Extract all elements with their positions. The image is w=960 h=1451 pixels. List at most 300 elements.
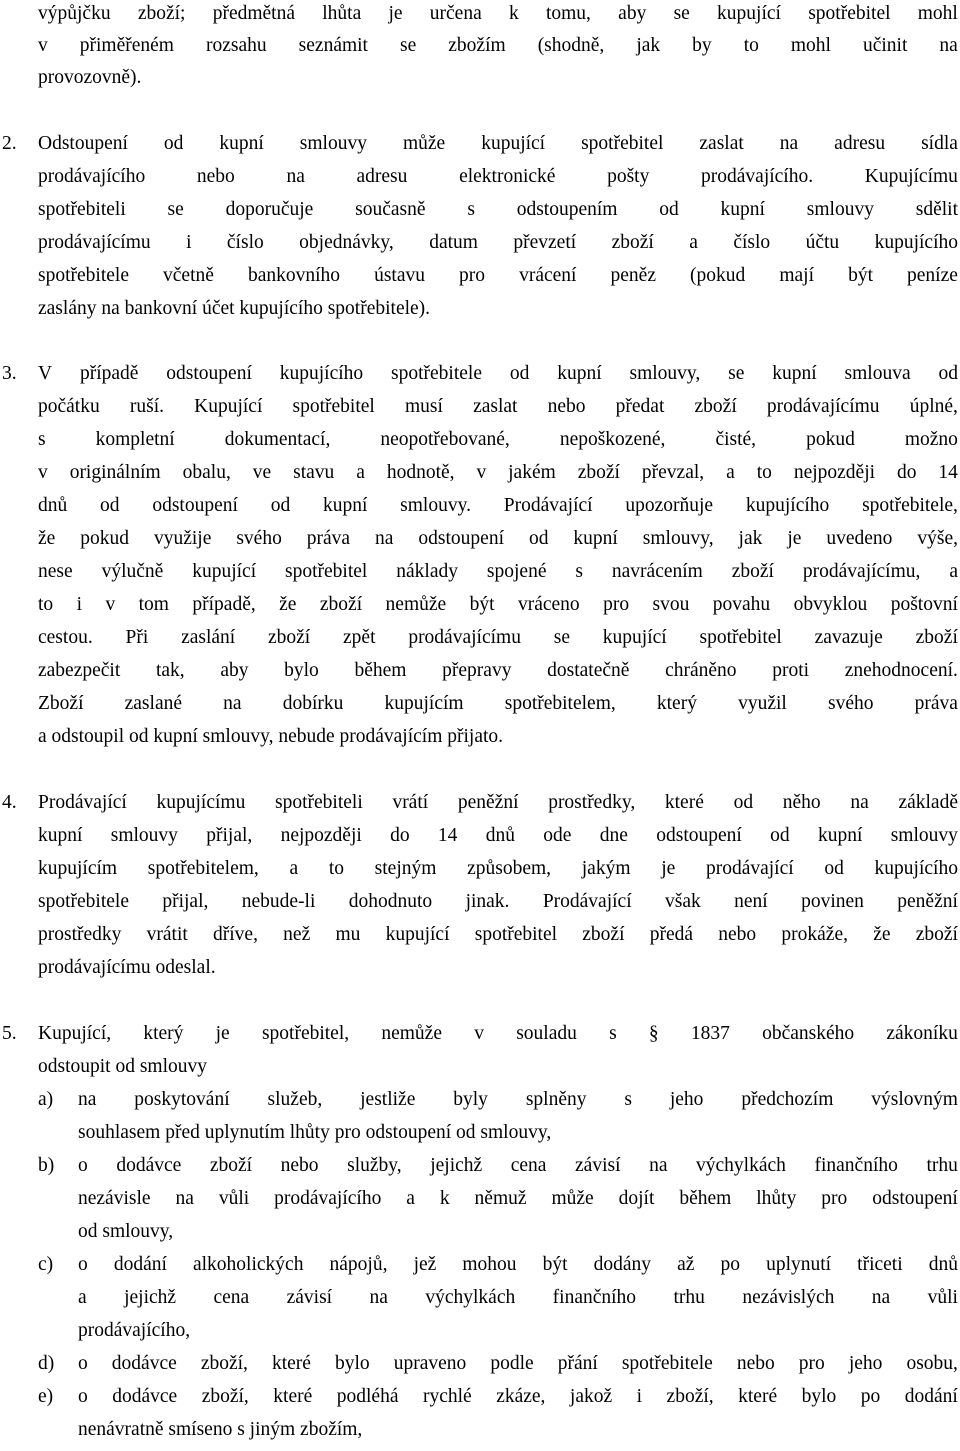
list-item-line — [78, 1353, 958, 1375]
word: využije — [153, 528, 212, 549]
word: zboží — [611, 232, 654, 253]
word: s — [575, 561, 583, 582]
word: od — [270, 495, 291, 516]
word: se — [728, 363, 745, 384]
word: a — [78, 1287, 87, 1308]
word: poskytování — [134, 1089, 230, 1110]
word: dohodnuto — [348, 891, 433, 912]
word: k — [508, 3, 519, 24]
word: zboží — [731, 561, 774, 582]
word: nemůže — [381, 1023, 442, 1044]
word: smlouvy — [890, 825, 958, 846]
word: nebude-li — [241, 891, 316, 912]
word: na — [223, 693, 242, 714]
intro-line — [38, 3, 958, 25]
word: doporučuje — [225, 199, 314, 220]
word: tak, — [155, 660, 185, 681]
word: Kupující — [194, 396, 263, 417]
word: lhůty — [756, 1188, 797, 1209]
word: lhůta — [322, 3, 362, 24]
word: během — [679, 1188, 732, 1209]
word: vůli — [218, 1188, 250, 1209]
word: obvyklou — [793, 594, 868, 615]
word: to — [743, 35, 759, 56]
word: případě — [79, 363, 139, 384]
word: dodávce — [111, 1353, 177, 1374]
word: od — [733, 792, 754, 813]
word: smlouvy, — [629, 363, 701, 384]
word: kupujícího — [279, 363, 364, 384]
word: pro — [821, 1188, 848, 1209]
word: vráceno — [517, 594, 580, 615]
word: zavazuje — [814, 627, 883, 648]
word: od — [770, 825, 790, 846]
word: rozsahu — [206, 35, 267, 56]
word: pošty — [607, 166, 650, 187]
word: zaslat — [473, 396, 518, 417]
word: poštovní — [890, 594, 958, 615]
word: bylo — [284, 660, 319, 681]
word: mu — [335, 924, 361, 945]
word: nápojů, — [329, 1254, 388, 1275]
word: (shodně, — [537, 35, 605, 56]
word: kupující — [602, 627, 667, 648]
word: který — [656, 693, 697, 714]
word: smlouvy — [299, 133, 367, 154]
list-item-line — [78, 1155, 958, 1177]
section-line — [38, 825, 958, 847]
list-item-label: a) — [38, 1089, 54, 1110]
word: s — [609, 1023, 617, 1044]
word: finančního — [552, 1287, 637, 1308]
section-line: odstoupit od smlouvy — [38, 1056, 208, 1077]
word: přiměřeném — [79, 35, 174, 56]
word: na — [175, 1188, 194, 1209]
word: dnů — [485, 825, 515, 846]
word: zboží — [582, 924, 625, 945]
word: Odstoupení — [38, 133, 128, 154]
section-line — [38, 792, 958, 814]
word: povinen — [801, 891, 864, 912]
list-item-line: prodávajícího, — [78, 1320, 191, 1341]
word: spotřebitel — [474, 924, 558, 945]
word: se — [553, 627, 570, 648]
intro-line — [38, 35, 958, 57]
word: originálním — [69, 462, 161, 483]
word: byly — [453, 1089, 488, 1110]
word: dnů — [38, 495, 68, 516]
word: výchylkách — [696, 1155, 786, 1176]
word: adresu — [356, 166, 408, 187]
word: spotřebitelem, — [504, 693, 616, 714]
word: pro — [459, 265, 486, 286]
section-line — [38, 199, 958, 221]
word: že — [279, 594, 297, 615]
word: prodávajícímu — [408, 627, 521, 648]
word: kupní — [720, 199, 765, 220]
word: kupující — [192, 561, 257, 582]
word: obalu, — [182, 462, 231, 483]
word: odstoupení — [656, 825, 742, 846]
word: účtu — [805, 232, 840, 253]
word: smlouvy, — [642, 528, 714, 549]
word: spotřebitel — [808, 3, 891, 24]
word: že — [873, 924, 891, 945]
intro-line: provozovně). — [38, 67, 142, 88]
word: práva — [914, 693, 958, 714]
word: zboží, — [200, 1353, 248, 1374]
word: kupujícím — [38, 858, 118, 879]
word: nejpozději — [280, 825, 362, 846]
word: zboží — [915, 924, 958, 945]
word: peníze — [907, 265, 958, 286]
section-line: a odstoupil od kupní smlouvy, nebude prodávajícím přijato. — [38, 726, 504, 747]
word: by — [692, 35, 712, 56]
word: Prodávající — [503, 495, 593, 516]
word: aby — [220, 660, 249, 681]
word: přepravy — [442, 660, 512, 681]
word: je — [661, 858, 676, 879]
word: V — [38, 363, 53, 384]
section-line — [38, 528, 958, 550]
word: alkoholických — [192, 1254, 304, 1275]
word: rychlé — [422, 1386, 472, 1407]
word: znehodnocení. — [844, 660, 958, 681]
word: aby — [618, 3, 647, 24]
word: pokud — [806, 429, 855, 450]
word: to — [756, 462, 772, 483]
word: 14 — [938, 462, 958, 483]
word: spotřebitel — [285, 561, 368, 582]
word: do — [896, 462, 917, 483]
word: náklady — [396, 561, 458, 582]
word: práva — [306, 528, 351, 549]
word: se — [400, 35, 417, 56]
word: upraveno — [393, 1353, 467, 1374]
word: předat — [615, 396, 665, 417]
section-line — [38, 265, 958, 287]
section-line — [38, 693, 958, 715]
word: není — [734, 891, 768, 912]
word: svého — [828, 693, 874, 714]
word: hodnotě, — [386, 462, 455, 483]
word: jež — [413, 1254, 437, 1275]
word: nebo — [736, 1353, 775, 1374]
word: přijal, — [206, 825, 253, 846]
word: kupující — [481, 133, 546, 154]
word: sdělit — [915, 199, 958, 220]
word: dne — [599, 825, 628, 846]
list-item-label: c) — [38, 1254, 54, 1275]
word: prodávajícímu — [766, 396, 880, 417]
word: § — [648, 1023, 659, 1044]
section-line — [38, 396, 958, 418]
word: výlučně — [101, 561, 164, 582]
section-line — [38, 429, 958, 451]
section-number: 3. — [2, 363, 17, 384]
word: vůli — [927, 1287, 958, 1308]
word: dodány — [593, 1254, 652, 1275]
word: nebo — [547, 396, 586, 417]
word: jak — [636, 35, 661, 56]
word: až — [677, 1254, 695, 1275]
word: zboží — [915, 627, 958, 648]
word: spotřebitele — [38, 265, 129, 286]
section-line — [38, 561, 958, 583]
word: spotřebitel — [581, 133, 664, 154]
word: výchylkách — [425, 1287, 516, 1308]
word: a — [289, 858, 299, 879]
list-item-label: d) — [38, 1353, 55, 1374]
word: včetně — [163, 265, 214, 286]
section-line — [38, 924, 958, 946]
word: pro — [798, 1353, 825, 1374]
word: může — [402, 133, 446, 154]
word: výše, — [917, 528, 958, 549]
word: dnů — [928, 1254, 958, 1275]
word: a — [726, 462, 735, 483]
word: o — [78, 1386, 88, 1407]
word: v — [105, 594, 116, 615]
word: na — [850, 792, 869, 813]
word: a — [356, 462, 365, 483]
word: od — [100, 495, 120, 516]
word: zboží — [268, 627, 311, 648]
word: od — [509, 363, 530, 384]
word: nejpozději — [793, 462, 876, 483]
word: předá — [649, 924, 694, 945]
list-item-line — [78, 1188, 958, 1210]
word: jakém — [508, 462, 556, 483]
word: podléhá — [336, 1386, 399, 1407]
word: být — [848, 265, 873, 286]
word: kompletní — [95, 429, 175, 450]
word: pokud — [80, 528, 130, 549]
word: smlouvy — [110, 825, 178, 846]
word: kupní — [573, 528, 618, 549]
word: předchozím — [741, 1089, 834, 1110]
word: zabezpečit — [38, 660, 121, 681]
word: finančního — [814, 1155, 898, 1176]
word: spotřebitele, — [862, 495, 958, 516]
word: podle — [490, 1353, 534, 1374]
section-line — [38, 858, 958, 880]
word: zákoníku — [886, 1023, 958, 1044]
word: a — [949, 561, 958, 582]
word: způsobem, — [467, 858, 552, 879]
word: odstoupením — [516, 199, 618, 220]
word: trhu — [673, 1287, 705, 1308]
word: zboží; — [137, 3, 186, 24]
word: na — [369, 1287, 388, 1308]
word: peněz — [610, 265, 656, 286]
word: prostředky — [38, 924, 122, 945]
word: kupní — [322, 495, 368, 516]
word: prostředky, — [548, 792, 636, 813]
word: bankovního — [247, 265, 341, 286]
word: s — [38, 429, 46, 450]
word: o — [78, 1155, 88, 1176]
word: čisté, — [715, 429, 757, 450]
word: to — [38, 594, 54, 615]
word: pro — [603, 594, 630, 615]
word: nese — [38, 561, 73, 582]
word: objednávky, — [299, 232, 394, 253]
word: určena — [429, 3, 482, 24]
section-line — [38, 462, 958, 484]
word: svého — [236, 528, 282, 549]
word: neopotřebované, — [380, 429, 510, 450]
word: souladu — [516, 1023, 577, 1044]
word: v — [474, 1023, 484, 1044]
word: dobírku — [282, 693, 344, 714]
list-item-line: od smlouvy, — [78, 1221, 174, 1242]
word: kupní — [38, 825, 83, 846]
word: zbožím — [448, 35, 506, 56]
word: odstoupení — [872, 1188, 958, 1209]
word: nezávislých — [742, 1287, 835, 1308]
word: (pokud — [690, 265, 746, 286]
word: zaslání — [181, 627, 236, 648]
word: od — [938, 363, 958, 384]
section-number: 4. — [2, 792, 17, 813]
word: závisí — [575, 1155, 621, 1176]
word: nebo — [196, 166, 235, 187]
list-item-line: souhlasem před uplynutím lhůty pro odstoupení od smlouvy, — [78, 1122, 552, 1143]
word: učinit — [862, 35, 908, 56]
word: v — [38, 462, 48, 483]
word: kupujícího — [874, 232, 958, 253]
word: uplynutí — [766, 1254, 832, 1275]
word: kupní — [557, 363, 602, 384]
word: od — [659, 199, 679, 220]
word: něho — [782, 792, 821, 813]
word: prodávajícího — [38, 166, 146, 187]
word: po — [720, 1254, 740, 1275]
word: splněny — [525, 1089, 587, 1110]
section-line — [38, 1023, 958, 1045]
word: jestliže — [360, 1089, 416, 1110]
word: bylo — [801, 1386, 837, 1407]
word: kupujícího — [745, 495, 830, 516]
word: které — [738, 1386, 778, 1407]
word: využil — [738, 693, 787, 714]
word: Prodávající — [542, 891, 632, 912]
word: stavu — [293, 462, 335, 483]
word: zboží — [694, 396, 737, 417]
word: základě — [898, 792, 958, 813]
word: jakým — [581, 858, 631, 879]
word: možno — [904, 429, 958, 450]
word: navrácením — [611, 561, 703, 582]
word: svou — [652, 594, 690, 615]
word: tom — [138, 594, 169, 615]
word: kupujícím — [384, 693, 464, 714]
word: o — [78, 1353, 88, 1374]
word: smlouvy — [806, 199, 874, 220]
word: číslo — [733, 232, 771, 253]
word: jak — [738, 528, 763, 549]
word: převzetí — [513, 232, 577, 253]
word: povahu — [712, 594, 771, 615]
section-line — [38, 232, 958, 254]
word: úplné, — [909, 396, 958, 417]
list-item-label: e) — [38, 1386, 54, 1407]
word: nezávisle — [78, 1188, 151, 1209]
word: se — [167, 199, 184, 220]
word: seznámit — [298, 35, 368, 56]
word: Kupujícímu — [864, 166, 958, 187]
word: cena — [510, 1155, 547, 1176]
word: být — [469, 594, 495, 615]
word: zpět — [343, 627, 376, 648]
word: dodávce — [112, 1386, 178, 1407]
word: na — [871, 1287, 891, 1308]
section-line — [38, 363, 958, 385]
word: 1837 — [690, 1023, 730, 1044]
list-item-line — [78, 1254, 958, 1276]
word: v — [476, 462, 487, 483]
word: které — [271, 1353, 311, 1374]
word: je — [388, 3, 403, 24]
word: na — [78, 1089, 97, 1110]
word: stejným — [374, 858, 437, 879]
word: na — [649, 1155, 668, 1176]
word: převzal, — [641, 462, 705, 483]
word: na — [286, 166, 305, 187]
word: 14 — [437, 825, 458, 846]
word: i — [636, 1386, 643, 1407]
word: mohl — [917, 3, 958, 24]
word: cena — [213, 1287, 250, 1308]
word: jakož — [569, 1386, 613, 1407]
word: být — [542, 1254, 568, 1275]
word: od — [163, 133, 184, 154]
word: na — [779, 133, 799, 154]
word: o — [78, 1254, 88, 1275]
section-line: zaslány na bankovní účet kupujícího spotřebitele). — [38, 298, 431, 319]
word: dodání — [113, 1254, 167, 1275]
word: jinak. — [465, 891, 510, 912]
word: prodávající — [705, 858, 794, 879]
section-line — [38, 495, 958, 517]
word: zaslané — [124, 693, 183, 714]
word: však — [665, 891, 701, 912]
section-number: 2. — [2, 133, 17, 154]
word: musí — [405, 396, 443, 417]
word: mohou — [462, 1254, 517, 1275]
word: přijal, — [162, 891, 209, 912]
word: tomu, — [545, 3, 591, 24]
word: ruší. — [129, 396, 164, 417]
word: vrátit — [146, 924, 188, 945]
word: ústavu — [374, 265, 425, 286]
word: to — [328, 858, 344, 879]
word: peněžní — [457, 792, 519, 813]
word: uvedeno — [826, 528, 893, 549]
word: Zboží — [38, 693, 84, 714]
section-line — [38, 594, 958, 616]
word: od — [528, 528, 549, 549]
word: upozorňuje — [625, 495, 714, 516]
section-line — [38, 891, 958, 913]
word: předmětná — [212, 3, 295, 24]
word: zboží — [319, 594, 363, 615]
word: sídla — [921, 133, 958, 154]
word: prodávajícího. — [701, 166, 814, 187]
word: mají — [779, 265, 815, 286]
word: na — [375, 528, 394, 549]
